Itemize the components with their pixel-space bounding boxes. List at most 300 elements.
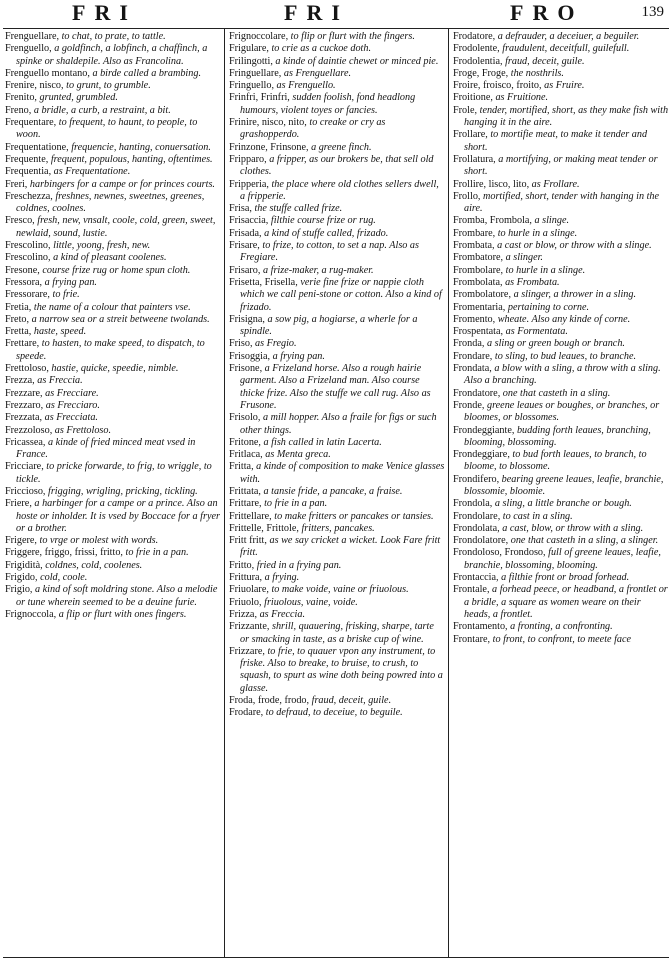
entry-definition: a kinde of composition to make Venice glasses with.: [240, 461, 445, 485]
entry-definition: to frie.: [49, 289, 80, 301]
entry-headword: Frequente,: [5, 153, 49, 165]
entry-definition: to sling, to bud leaues, to branche.: [492, 350, 637, 362]
dictionary-entry: [5, 572, 221, 584]
entry-definition: as we say cricket a wicket. Look Fare fritt fritt.: [240, 535, 441, 559]
entry-headword: Frenguello,: [5, 43, 52, 55]
entry-headword: Frisoggia,: [229, 350, 271, 362]
entry-definition: to crie as a cuckoe doth.: [268, 43, 372, 55]
dictionary-entry: [453, 388, 669, 400]
dictionary-entry: [229, 351, 445, 363]
page-number: 139: [641, 4, 664, 20]
entry-headword: Fritto,: [229, 559, 255, 571]
dictionary-entry: [229, 265, 445, 277]
entry-definition: filthie course frize or rug.: [268, 215, 376, 227]
dictionary-entry: [229, 449, 445, 461]
entry-headword: Friggere, friggo, frissi, fritto,: [5, 547, 123, 559]
entry-definition: to bud forth leaues, to branch, to bloome, to blossome.: [464, 449, 647, 473]
entry-headword: Frezza,: [5, 375, 35, 387]
entry-definition: to frie in a pan.: [261, 498, 328, 510]
entry-headword: Fresco,: [5, 215, 35, 227]
entry-headword: Frombolatore,: [453, 289, 512, 301]
dictionary-entry: [229, 240, 445, 265]
dictionary-entry: [5, 154, 221, 166]
entry-definition: a frize-maker, a rug-maker.: [260, 264, 374, 276]
entry-definition: as Freccia.: [34, 375, 83, 387]
entry-headword: Frodolente,: [453, 43, 500, 55]
dictionary-entry: [453, 191, 669, 216]
entry-headword: Frezzaro,: [5, 399, 44, 411]
entry-headword: Frignoccola,: [5, 608, 57, 620]
entry-headword: Frenguellare,: [5, 31, 60, 42]
entry-headword: Frittata,: [229, 485, 261, 497]
entry-headword: Frezzoloso,: [5, 424, 53, 436]
entry-definition: haste, speed.: [31, 326, 87, 338]
entry-definition: as Frecciaro.: [43, 399, 100, 411]
entry-definition: frigging, wrigling, pricking, tickling.: [45, 485, 198, 497]
entry-definition: to frie in a pan.: [122, 547, 189, 559]
dictionary-entry: [5, 277, 221, 289]
dictionary-entry: [453, 265, 669, 277]
entry-headword: Frombata,: [453, 240, 495, 252]
entry-headword: Frombare,: [453, 227, 496, 239]
entry-definition: as Frenguello.: [274, 80, 336, 92]
entry-definition: a fronting, a confronting.: [507, 621, 613, 633]
dictionary-entry: [453, 179, 669, 191]
entry-headword: Frittare,: [229, 498, 262, 510]
running-head: [0, 0, 672, 26]
dictionary-entry: [453, 154, 669, 179]
entry-headword: Friuolare,: [229, 584, 269, 596]
dictionary-entry: [453, 338, 669, 350]
entry-definition: a sling or green bough or branch.: [484, 338, 625, 350]
entry-headword: Frisaro,: [229, 264, 261, 276]
entry-definition: to frize, to cotton, to set a nap. Also as Fregiare.: [240, 240, 419, 264]
column-divider-1: [224, 28, 225, 957]
dictionary-entry: [453, 621, 669, 633]
entry-headword: Frinzone, Frinsone,: [229, 141, 309, 153]
entry-definition: a frying pan.: [42, 276, 97, 288]
dictionary-entry: [5, 412, 221, 424]
entry-headword: Froda, frode, frodo,: [229, 695, 310, 707]
dictionary-entry: [453, 449, 669, 474]
top-rule: [3, 28, 669, 29]
dictionary-entry: [453, 523, 669, 535]
entry-definition: a frying.: [262, 572, 300, 584]
entry-definition: one that casteth in a sling.: [500, 387, 611, 399]
entry-definition: as Frecciare.: [42, 387, 99, 399]
entry-definition: to pricke forwarde, to frig, to wriggle, to tickle.: [16, 461, 212, 485]
entry-headword: Fritone,: [229, 436, 261, 448]
dictionary-entry: [453, 289, 669, 301]
entry-definition: coldnes, cold, coolenes.: [42, 559, 143, 571]
dictionary-entry: [453, 129, 669, 154]
entry-headword: Frequentia,: [5, 166, 52, 178]
dictionary-entry: [229, 535, 445, 560]
entry-definition: tender, mortified, short, as they make fish with hanging it in the aire.: [464, 104, 669, 129]
entry-headword: Frittellare,: [229, 510, 272, 522]
entry-headword: Frisetta, Frisella,: [229, 276, 298, 288]
entry-headword: Frondolata,: [453, 522, 500, 534]
entry-definition: fraudulent, deceitfull, guilefull.: [499, 43, 630, 55]
entry-definition: fried in a frying pan.: [254, 559, 342, 571]
entry-headword: Froire, froisco, froito,: [453, 80, 542, 92]
entry-definition: a mortifying, or making meat tender or short.: [464, 153, 658, 178]
dictionary-entry: [5, 92, 221, 104]
entry-headword: Fripperia,: [229, 178, 269, 190]
entry-definition: to frie, to quauer vpon any instrument, to friske. Also to breake, to bruise, to crush, to squash, to spurt as wine doth being powred into a glasse.: [240, 645, 443, 694]
entry-headword: Frontale,: [453, 584, 490, 596]
dictionary-entry: [453, 584, 669, 621]
entry-definition: to defraud, to deceiue, to beguile.: [263, 707, 403, 719]
dictionary-entry: [229, 228, 445, 240]
entry-headword: Friere,: [5, 498, 32, 510]
dictionary-entry: [453, 474, 669, 499]
dictionary-entry: [5, 498, 221, 535]
entry-definition: as Frenguellare.: [281, 67, 352, 79]
entry-definition: to hasten, to make speed, to dispatch, to speede.: [16, 338, 205, 362]
dictionary-entry: [453, 252, 669, 264]
entry-headword: Frenguello montano,: [5, 67, 90, 79]
entry-definition: fraud, deceit, guile.: [309, 695, 392, 707]
entry-headword: Frontaccia,: [453, 572, 499, 584]
dictionary-entry: [229, 412, 445, 437]
dictionary-entry: [453, 92, 669, 104]
entry-headword: Frettoloso,: [5, 363, 49, 375]
entry-headword: Frombolata,: [453, 276, 503, 288]
entry-headword: Fringuello,: [229, 80, 274, 92]
dictionary-entry: [453, 498, 669, 510]
dictionary-entry: [453, 400, 669, 425]
entry-headword: Frodolentia,: [453, 55, 503, 67]
entry-headword: Frescolino,: [5, 240, 51, 252]
entry-definition: a kinde of daintie chewet or minced pie.: [272, 55, 439, 67]
entry-headword: Frenire, nisco,: [5, 80, 64, 92]
dictionary-entry: [453, 215, 669, 227]
entry-headword: Frondifero,: [453, 473, 500, 485]
entry-definition: as Frecciata.: [42, 412, 98, 424]
running-head-left: FRI: [72, 0, 137, 25]
entry-headword: Frollare,: [453, 129, 488, 141]
entry-headword: Frittelle, Frittole,: [229, 522, 299, 534]
entry-definition: a kind of soft moldring stone. Also a melodie or tune wherein seemed to be a deuine furie.: [16, 584, 218, 608]
entry-definition: to cast in a sling.: [500, 510, 573, 522]
dictionary-entry: [453, 535, 669, 547]
dictionary-entry: [5, 584, 221, 609]
dictionary-entry: [229, 572, 445, 584]
entry-definition: friuolous, vaine, voide.: [261, 596, 358, 608]
entry-headword: Frezzare,: [5, 387, 43, 399]
entry-headword: Frinire, nisco, nito,: [229, 117, 307, 129]
entry-definition: as Frettoloso.: [52, 424, 112, 436]
dictionary-entry: [5, 240, 221, 252]
entry-headword: Frisa,: [229, 203, 252, 215]
dictionary-entry: [5, 461, 221, 486]
entry-definition: bearing greene leaues, leafie, branchie, blossomie, bloomie.: [464, 473, 664, 497]
dictionary-entry: [5, 437, 221, 462]
entry-definition: fraud, deceit, guile.: [502, 55, 585, 67]
entry-definition: a cast, blow, or throw with a sling.: [499, 522, 644, 534]
dictionary-entry: [229, 646, 445, 695]
entry-headword: Freno,: [5, 104, 32, 116]
entry-definition: little, yoong, fresh, new.: [50, 240, 151, 252]
entry-definition: a defrauder, a deceiuer, a beguiler.: [495, 31, 640, 42]
entry-definition: sudden foolish, fond headlong humours, violent toyes or fancies.: [240, 92, 416, 116]
entry-definition: shrill, quauering, frisking, sharpe, tarte or smacking in taste, as a briske cup of wine.: [240, 621, 434, 645]
dictionary-entry: [5, 265, 221, 277]
entry-headword: Fromentaria,: [453, 301, 506, 313]
entry-definition: cold, coole.: [37, 572, 88, 584]
entry-definition: full of greene leaues, leafie, branchie, blossoming, blooming.: [464, 547, 661, 571]
dictionary-entry: [5, 117, 221, 142]
entry-headword: Friuolo,: [229, 596, 262, 608]
entry-definition: freshnes, newnes, sweetnes, greenes, coldnes, coolnes.: [16, 190, 205, 215]
entry-definition: wheate. Also any kinde of corne.: [495, 313, 631, 325]
entry-definition: frequencie, hanting, conuersation.: [68, 141, 211, 153]
dictionary-entry: [453, 105, 669, 130]
entry-definition: a bridle, a curb, a restraint, a bit.: [31, 104, 171, 116]
dictionary-entry: [229, 154, 445, 179]
entry-definition: a narrow sea or a streit betweene twolands.: [29, 313, 210, 325]
entry-definition: to hurle in a slinge.: [503, 264, 586, 276]
entry-definition: fritters, pancakes.: [298, 522, 375, 534]
entry-definition: pertaining to corne.: [505, 301, 590, 313]
entry-definition: to chat, to prate, to tattle.: [59, 31, 166, 42]
dictionary-entry: [5, 425, 221, 437]
dictionary-entry: [229, 363, 445, 412]
entry-headword: Frollatura,: [453, 153, 496, 165]
entry-headword: Frisone,: [229, 363, 263, 375]
dictionary-entry: [453, 326, 669, 338]
entry-definition: fresh, new, vnsalt, coole, cold, green, sweet, newlaid, sound, lustie.: [16, 215, 216, 239]
entry-definition: hastie, quicke, speedie, nimble.: [48, 363, 179, 375]
dictionary-entry: [5, 43, 221, 68]
entry-headword: Frequentatione,: [5, 141, 69, 153]
dictionary-entry: [453, 43, 669, 55]
dictionary-entry: [5, 314, 221, 326]
entry-definition: as Fruitione.: [492, 92, 549, 104]
dictionary-entry: [229, 142, 445, 154]
entry-definition: to hurle in a slinge.: [495, 227, 578, 239]
entry-headword: Frondolare,: [453, 510, 501, 522]
entry-headword: Freri,: [5, 178, 28, 190]
entry-definition: as Freccia.: [257, 608, 306, 620]
entry-definition: a tansie fride, a pancake, a fraise.: [260, 485, 403, 497]
dictionary-entry: [229, 80, 445, 92]
entry-headword: Frettare,: [5, 338, 40, 350]
entry-definition: a kind of pleasant coolenes.: [50, 252, 167, 264]
entry-definition: a cast or blow, or throw with a slinge.: [494, 240, 652, 252]
entry-definition: to grunt, to grumble.: [63, 80, 151, 92]
entry-definition: as Frollare.: [529, 178, 580, 190]
entry-headword: Fritlaca,: [229, 449, 263, 461]
entry-definition: to front, to confront, to meete face: [490, 633, 632, 645]
entry-headword: Fripparo,: [229, 153, 267, 165]
entry-definition: a fripper, as our brokers be, that sell old clothes.: [240, 153, 434, 178]
entry-headword: Fressora,: [5, 276, 43, 288]
dictionary-entry: [5, 363, 221, 375]
dictionary-entry: [5, 535, 221, 547]
entry-definition: budding forth leaues, branching, blooming, blossoming.: [464, 424, 651, 448]
entry-definition: a filthie front or broad forhead.: [498, 572, 630, 584]
entry-headword: Fronde,: [453, 399, 485, 411]
dictionary-entry: [453, 31, 669, 43]
entry-definition: to flip or flurt with the fingers.: [288, 31, 415, 42]
entry-headword: Frigere,: [5, 535, 37, 547]
dictionary-entry: [453, 56, 669, 68]
entry-headword: Frollo,: [453, 190, 481, 202]
entry-headword: Frigulare,: [229, 43, 269, 55]
entry-headword: Fritt fritt,: [229, 535, 267, 547]
entry-headword: Frigio,: [5, 584, 33, 596]
entry-definition: a greene finch.: [308, 141, 372, 153]
dictionary-entry: [453, 277, 669, 289]
column-2: [229, 31, 445, 720]
entry-definition: as Fregio.: [252, 338, 297, 350]
dictionary-entry: [453, 363, 669, 388]
entry-headword: Frigido,: [5, 572, 38, 584]
dictionary-entry: [453, 302, 669, 314]
entry-headword: Frignoccolare,: [229, 31, 289, 42]
dictionary-entry: [453, 68, 669, 80]
entry-definition: a Frizeland horse. Also a rough hairie garment. Also a Frizeland man. Also course thicke frize. Also the stuffe we call rug. Also as Frusone.: [240, 363, 431, 411]
dictionary-entry: [5, 609, 221, 621]
entry-definition: the name of a colour that painters vse.: [31, 301, 191, 313]
entry-headword: Fritta,: [229, 461, 254, 473]
entry-headword: Fringuellare,: [229, 67, 282, 79]
dictionary-entry: [229, 92, 445, 117]
dictionary-entry: [229, 523, 445, 535]
dictionary-entry: [229, 707, 445, 719]
entry-headword: Frospentata,: [453, 326, 504, 338]
dictionary-entry: [5, 338, 221, 363]
entry-headword: Frondeggiare,: [453, 449, 510, 461]
dictionary-entry: [5, 191, 221, 216]
dictionary-entry: [5, 179, 221, 191]
dictionary-entry: [229, 695, 445, 707]
dictionary-entry: [229, 277, 445, 314]
entry-headword: Frizzante,: [229, 621, 270, 633]
dictionary-entry: [5, 375, 221, 387]
entry-headword: Frondatore,: [453, 387, 501, 399]
entry-headword: Frizzare,: [229, 645, 265, 657]
entry-definition: verie fine frize or nappie cloth which we call peni-stone or cotton. Also a kind of frizado.: [240, 276, 442, 313]
entry-headword: Fromba, Frombola,: [453, 215, 532, 227]
entry-headword: Frinfri, Frinfri,: [229, 92, 290, 104]
entry-headword: Frizza,: [229, 608, 258, 620]
entry-headword: Frescolino,: [5, 252, 51, 264]
entry-definition: a kind of stuffe called, frizado.: [261, 227, 389, 239]
entry-headword: Frole,: [453, 104, 478, 116]
dictionary-entry: [5, 400, 221, 412]
entry-definition: a slinger.: [503, 252, 543, 264]
dictionary-entry: [229, 486, 445, 498]
dictionary-entry: [229, 117, 445, 142]
entry-headword: Frequentare,: [5, 117, 57, 129]
entry-definition: a harbinger for a campe or a prince. Also an hoste or inholder. It is vsed by Boccace for a fryer or a brother.: [16, 498, 220, 534]
entry-definition: to mortifie meat, to make it tender and short.: [464, 129, 648, 153]
entry-headword: Frombatore,: [453, 252, 504, 264]
dictionary-entry: [229, 498, 445, 510]
entry-headword: Frilingotti,: [229, 55, 273, 67]
dictionary-entry: [5, 215, 221, 240]
dictionary-entry: [5, 105, 221, 117]
entry-definition: as Fruire.: [541, 80, 585, 92]
entry-definition: to make fritters or pancakes or tansies.: [271, 510, 434, 522]
entry-definition: a frying pan.: [270, 350, 325, 362]
entry-definition: one that casteth in a sling, a slinger.: [508, 535, 659, 547]
entry-definition: as Frombata.: [502, 276, 560, 288]
dictionary-entry: [453, 425, 669, 450]
entry-headword: Frollire, lisco, lito,: [453, 178, 530, 190]
entry-definition: frequent, populous, hanting, oftentimes.: [48, 153, 213, 165]
entry-headword: Frondare,: [453, 350, 493, 362]
dictionary-entry: [229, 437, 445, 449]
entry-headword: Frigidità,: [5, 559, 43, 571]
entry-definition: a birde called a brambing.: [89, 67, 201, 79]
entry-definition: mortified, short, tender with hanging in the aire.: [464, 190, 660, 215]
column-1: [5, 31, 221, 621]
entry-definition: to make voide, vaine or friuolous.: [268, 584, 409, 596]
bottom-rule: [3, 957, 669, 958]
dictionary-entry: [453, 634, 669, 646]
entry-headword: Frodatore,: [453, 31, 496, 42]
dictionary-entry: [229, 215, 445, 227]
dictionary-entry: [229, 31, 445, 43]
entry-definition: the nosthrils.: [508, 67, 564, 79]
dictionary-entry: [229, 43, 445, 55]
dictionary-entry: [229, 597, 445, 609]
dictionary-entry: [453, 240, 669, 252]
entry-headword: Froitione,: [453, 92, 493, 104]
entry-definition: greene leaues or boughes, or branches, or bloomes, or blossomes.: [464, 399, 660, 424]
entry-headword: Fretta,: [5, 326, 32, 338]
entry-headword: Fricassea,: [5, 436, 46, 448]
entry-headword: Frontamento,: [453, 621, 508, 633]
dictionary-entry: [453, 314, 669, 326]
entry-definition: harbingers for a campe or for princes courts.: [27, 178, 215, 190]
entry-headword: Fretia,: [5, 301, 32, 313]
dictionary-entry: [5, 289, 221, 301]
dictionary-entry: [5, 547, 221, 559]
entry-headword: Frezzata,: [5, 412, 43, 424]
entry-headword: Friso,: [229, 338, 253, 350]
entry-headword: Frodare,: [229, 707, 264, 719]
entry-headword: Frondata,: [453, 363, 492, 375]
column-divider-2: [448, 28, 449, 957]
dictionary-entry: [5, 68, 221, 80]
entry-definition: a flip or flurt with ones fingers.: [56, 608, 187, 620]
entry-headword: Frisada,: [229, 227, 262, 239]
entry-headword: Fronda,: [453, 338, 485, 350]
entry-headword: Fressorare,: [5, 289, 50, 301]
entry-definition: to vrge or molest with words.: [36, 535, 159, 547]
dictionary-entry: [229, 179, 445, 204]
entry-definition: a sow pig, a hogiarse, a wherle for a spindle.: [240, 313, 418, 338]
entry-headword: Frisolo,: [229, 412, 261, 424]
dictionary-entry: [229, 338, 445, 350]
entry-headword: Frombolare,: [453, 264, 504, 276]
column-3: [453, 31, 669, 646]
dictionary-entry: [5, 302, 221, 314]
entry-definition: a sling, a little branche or bough.: [492, 498, 632, 510]
entry-definition: a slinge.: [531, 215, 570, 227]
entry-definition: as Menta greca.: [262, 449, 331, 461]
entry-headword: Friccioso,: [5, 485, 46, 497]
entry-definition: the stuffe called frize.: [251, 203, 343, 215]
dictionary-entry: [229, 511, 445, 523]
dictionary-entry: [229, 609, 445, 621]
entry-definition: the place where old clothes sellers dwell, a fripperie.: [240, 178, 439, 202]
